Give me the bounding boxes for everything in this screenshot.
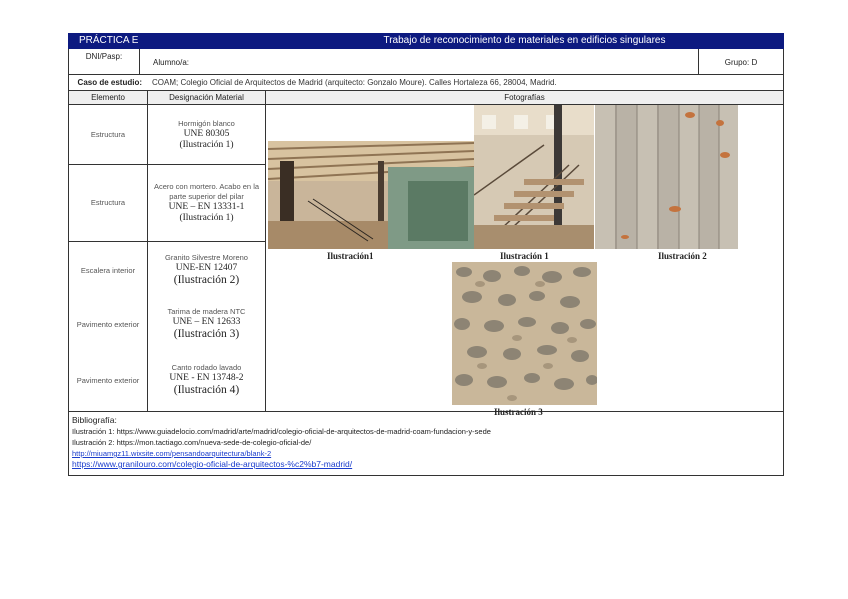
- row-elemento: Pavimento exterior: [69, 299, 148, 349]
- case-label: Caso de estudio:: [77, 78, 142, 87]
- caption-ilustracion-3: Ilustración 3: [494, 407, 543, 417]
- practice-label: PRÁCTICA E: [79, 35, 139, 46]
- case-row: [68, 75, 784, 91]
- dni-label: DNI/Pasp:: [69, 49, 140, 74]
- material-norma: UNE 80305: [183, 128, 230, 139]
- material-name: Tarima de madera NTC: [167, 307, 246, 316]
- header-bar: [68, 33, 784, 49]
- student-row: [68, 49, 784, 75]
- photo-wood-boards: [595, 105, 738, 249]
- header-designacion: Designación Material: [148, 91, 266, 104]
- row-elemento: Escalera interior: [69, 241, 148, 299]
- table-row: [69, 299, 265, 349]
- material-ilustracion: (Ilustración 3): [173, 328, 240, 340]
- practice-sheet: [68, 33, 784, 476]
- bibliography-link[interactable]: http://miuamgz11.wixsite.com/pensandoarquitectura/blank-2: [72, 449, 272, 458]
- bibliography-link[interactable]: https://www.granilouro.com/colegio-oficial-de-arquitectos-%c2%b7-madrid/: [72, 459, 353, 469]
- header-elemento: Elemento: [69, 91, 148, 104]
- material-norma: UNE – EN 13331-1: [168, 201, 245, 212]
- table-row: [69, 105, 265, 165]
- table-row: [69, 241, 265, 299]
- material-name: Acero con mortero. Acabo en la parte superior del pilar: [153, 181, 260, 201]
- bibliography-title: Bibliografía:: [72, 415, 117, 425]
- material-ilustracion: (Ilustración 1): [179, 212, 234, 223]
- material-norma: UNE – EN 12633: [172, 317, 241, 327]
- table-row: [69, 164, 265, 242]
- sheet-title: Trabajo de reconocimiento de materiales en edificios singulares: [383, 35, 666, 46]
- material-norma: UNE - EN 13748-2: [169, 373, 244, 383]
- row-elemento: Estructura: [69, 164, 148, 241]
- row-designacion: [148, 105, 265, 164]
- material-ilustracion: (Ilustración 4): [173, 384, 240, 396]
- caption-ilustracion-2: Ilustración 2: [658, 251, 707, 261]
- bibliography-line: Ilustración 1: https://www.guiadelocio.com/madrid/arte/madrid/colegio-oficial-de-arquitectos-de-madrid-coam-fundacion-y-sede: [72, 427, 491, 436]
- case-value: COAM; Colegio Oficial de Arquitectos de Madrid (arquitecto: Gonzalo Moure). Calles Hortaleza 66, 28004, Madrid.: [152, 78, 557, 87]
- material-name: Canto rodado lavado: [171, 363, 242, 372]
- table-header-row: [68, 91, 784, 105]
- bibliography-line: Ilustración 2: https://mon.tactiago.com/nueva-sede-de-colegio-oficial-de/: [72, 438, 312, 447]
- table-row-group: [69, 241, 265, 411]
- material-norma: UNE-EN 12407: [175, 263, 238, 273]
- caption-ilustracion-1: Ilustración 1: [500, 251, 549, 261]
- caption-ilustracion1: Ilustración1: [327, 251, 374, 261]
- bibliography: [68, 412, 784, 476]
- row-elemento: Estructura: [69, 105, 148, 164]
- table-row: [69, 349, 265, 411]
- photo-staircase: [474, 105, 594, 249]
- photos-area: [266, 105, 783, 417]
- table-body: [68, 105, 784, 417]
- header-fotografias: Fotografías: [504, 93, 545, 102]
- material-name: Granito Silvestre Moreno: [165, 253, 248, 262]
- material-ilustracion: (Ilustración 2): [173, 274, 240, 286]
- material-name: Hormigón blanco: [178, 118, 235, 128]
- row-designacion: [148, 241, 265, 299]
- photo-interior-ceiling: [268, 141, 474, 249]
- row-designacion: [148, 349, 265, 411]
- materials-column: [69, 105, 266, 411]
- photo-pebbles: [452, 262, 597, 405]
- grupo-label: Grupo: D: [724, 58, 758, 67]
- row-elemento: Pavimento exterior: [69, 349, 148, 411]
- row-designacion: [148, 164, 265, 241]
- material-ilustracion: (Ilustración 1): [179, 139, 234, 150]
- row-designacion: [148, 299, 265, 349]
- alumno-label: Alumno/a:: [140, 49, 699, 74]
